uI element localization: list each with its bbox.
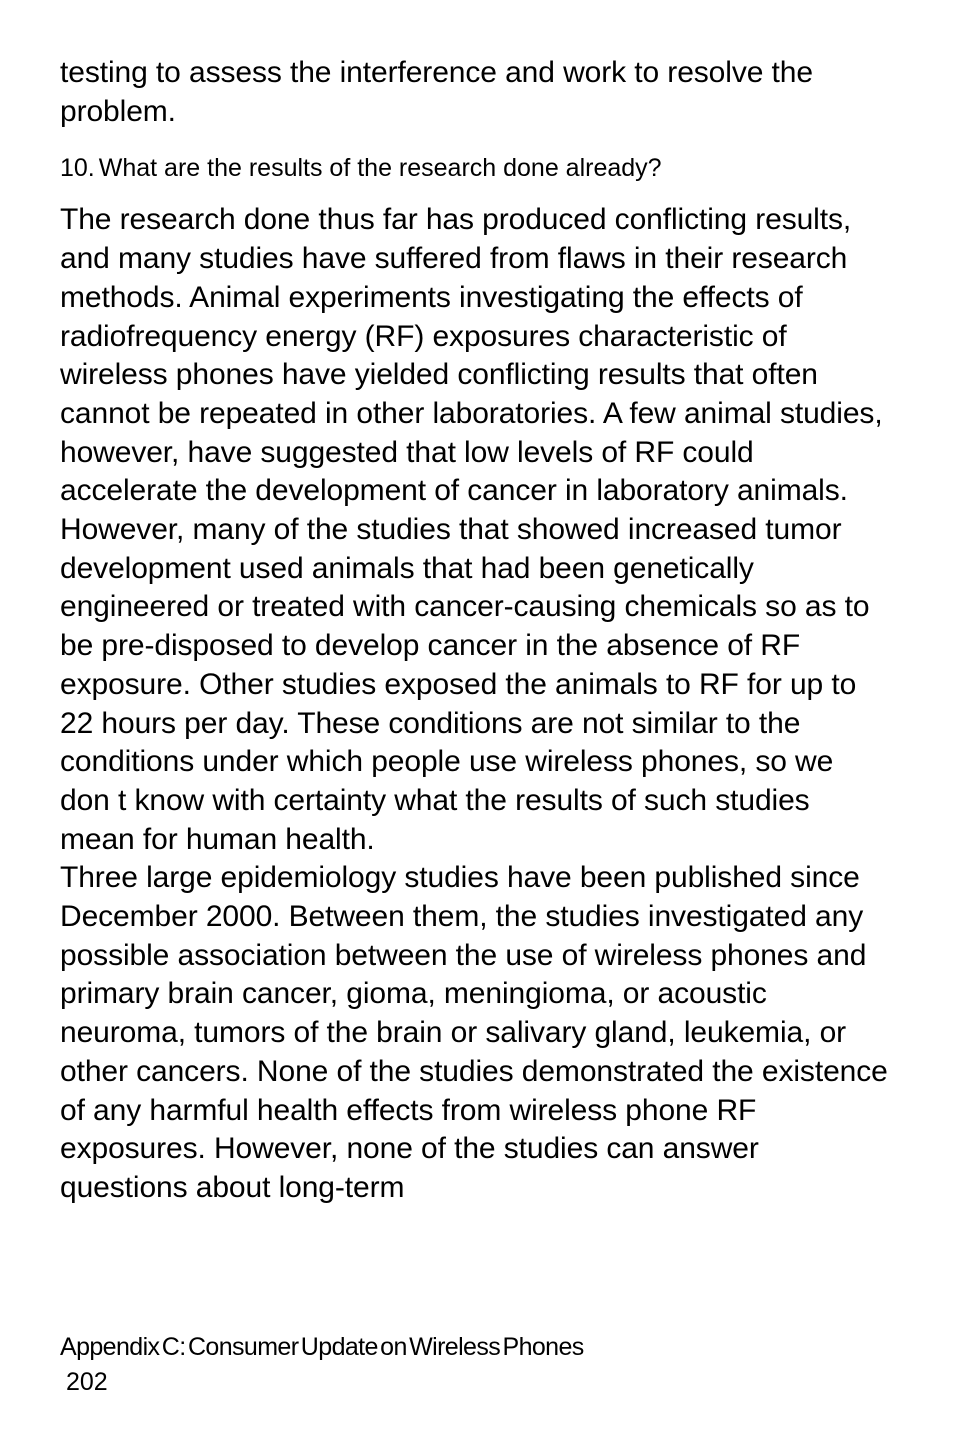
body-paragraph-2: Three large epidemiology studies have been published since December 2000. Between them, the studies investigated any possible association between the use of wireless phones and primary brain cancer, gioma, meningioma, or acoustic neuroma, tumors of the brain or salivary gland, leukemia, or other cancers. None of the studies demonstrated the existence of any harmful health effects from wireless phone RF exposures. However, none of the studies can answer questions about long-term [60, 861, 888, 1204]
page-number: 202 [66, 1368, 108, 1396]
question-text: What are the results of the research done already? [98, 154, 662, 183]
question-heading [60, 151, 890, 185]
intro-paragraph: testing to assess the interference and work to resolve the problem. [60, 56, 813, 128]
page-body [60, 54, 890, 1208]
question-number: 10. [60, 154, 95, 183]
footer-section-title: Appendix C: Consumer Update on Wireless Phones [60, 1333, 584, 1361]
body-paragraph-1: The research done thus far has produced conflicting results, and many studies have suffered from flaws in their research methods. Animal experiments investigating the effects of radiofrequency energy (RF) exposures characteristic of wireless phones have yielded conflicting results that often cannot be repeated in other laboratories. A few animal studies, however, have suggested that low levels of RF could accelerate the development of cancer in laboratory animals. However, many of the studies that showed increased tumor development used animals that had been genetically engineered or treated with cancer-causing chemicals so as to be pre-disposed to develop cancer in the absence of RF exposure. Other studies exposed the animals to RF for up to 22 hours per day. These conditions are not similar to the conditions under which people use wireless phones, so we don t know with certainty what the results of such studies mean for human health. [60, 203, 883, 856]
